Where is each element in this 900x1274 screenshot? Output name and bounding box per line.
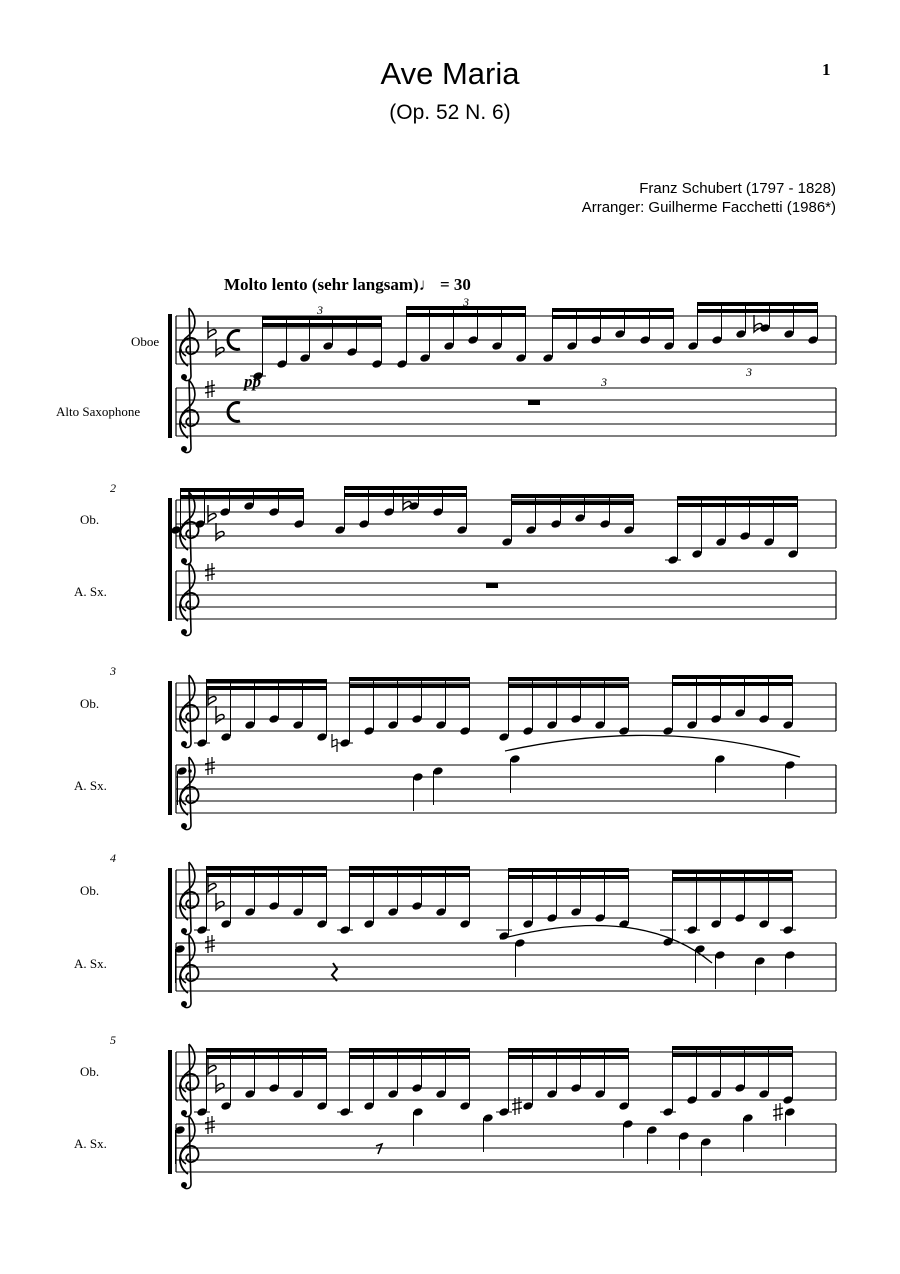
note-head bbox=[678, 1131, 689, 1141]
note-head bbox=[443, 341, 454, 351]
note-head bbox=[467, 335, 478, 345]
note-head bbox=[363, 1101, 374, 1111]
treble-clef-icon bbox=[180, 380, 199, 453]
dynamic-pianissimo: pp bbox=[244, 372, 261, 391]
sharp-icon bbox=[205, 563, 215, 581]
note-head bbox=[784, 950, 795, 960]
beam bbox=[207, 866, 327, 870]
note-head bbox=[570, 714, 581, 724]
note-head bbox=[371, 359, 382, 369]
note-head bbox=[292, 720, 303, 730]
treble-clef-icon bbox=[180, 563, 199, 636]
note-head bbox=[498, 931, 509, 941]
note-head bbox=[739, 531, 750, 541]
note-head bbox=[412, 772, 423, 782]
tuplet-label-3: 3 bbox=[601, 375, 607, 389]
beam bbox=[509, 1048, 629, 1052]
note-head bbox=[435, 907, 446, 917]
sharp-icon bbox=[205, 380, 215, 398]
note-head bbox=[220, 732, 231, 742]
note-head bbox=[542, 353, 553, 363]
beam bbox=[181, 495, 304, 499]
system-bracket bbox=[168, 681, 172, 815]
page-number: 1 bbox=[822, 60, 831, 79]
flat-icon bbox=[216, 1075, 224, 1092]
note-head bbox=[515, 353, 526, 363]
oboe-short-label-system-3: Ob. bbox=[80, 696, 100, 711]
natural-icon bbox=[332, 734, 337, 752]
beam bbox=[698, 302, 818, 306]
beam bbox=[207, 873, 327, 877]
system-bracket bbox=[168, 314, 172, 438]
beam bbox=[350, 866, 470, 870]
note-head bbox=[594, 1089, 605, 1099]
note-head bbox=[387, 720, 398, 730]
note-head bbox=[758, 1089, 769, 1099]
oboe-short-label-system-2: Ob. bbox=[80, 512, 100, 527]
beam bbox=[509, 1055, 629, 1059]
note-head bbox=[194, 519, 205, 529]
note-head bbox=[662, 726, 673, 736]
tempo-value: = 30 bbox=[439, 275, 471, 294]
note-head bbox=[758, 919, 769, 929]
note-head bbox=[387, 907, 398, 917]
beam bbox=[509, 868, 629, 872]
flat-icon bbox=[208, 688, 216, 705]
note-head bbox=[276, 359, 287, 369]
note-head bbox=[618, 1101, 629, 1111]
notes bbox=[170, 302, 818, 1176]
note-head bbox=[244, 720, 255, 730]
note-head bbox=[734, 708, 745, 718]
note-head bbox=[784, 760, 795, 770]
arranger-credit: Arranger: Guilherme Facchetti (1986*) bbox=[581, 199, 836, 216]
beam bbox=[207, 686, 327, 690]
sax-short-label-system-2: A. Sx. bbox=[74, 584, 107, 599]
beam bbox=[181, 488, 304, 492]
eighth-rest-icon bbox=[376, 1144, 382, 1154]
tuplet-label-1: 3 bbox=[317, 303, 323, 317]
note-head bbox=[322, 341, 333, 351]
note-head bbox=[570, 907, 581, 917]
flat-icon bbox=[208, 1057, 216, 1074]
note-head bbox=[687, 341, 698, 351]
treble-clef-icon bbox=[180, 492, 199, 565]
note-head bbox=[432, 507, 443, 517]
beam bbox=[512, 494, 634, 498]
note-head bbox=[299, 353, 310, 363]
note-head bbox=[622, 1119, 633, 1129]
note-head bbox=[710, 1089, 721, 1099]
note-head bbox=[346, 347, 357, 357]
beam bbox=[207, 1055, 327, 1059]
quarter-note-icon: ♩ bbox=[418, 275, 436, 294]
treble-clef-icon bbox=[180, 1044, 199, 1117]
beam bbox=[350, 1055, 470, 1059]
note-head bbox=[363, 726, 374, 736]
note-head bbox=[316, 919, 327, 929]
note-head bbox=[525, 525, 536, 535]
note-head bbox=[742, 1113, 753, 1123]
note-head bbox=[694, 944, 705, 954]
note-head bbox=[763, 537, 774, 547]
beam bbox=[553, 308, 674, 312]
note-head bbox=[782, 720, 793, 730]
note-head bbox=[396, 359, 407, 369]
note-head bbox=[758, 714, 769, 724]
flat-icon bbox=[208, 321, 216, 338]
note-head bbox=[268, 901, 279, 911]
note-head bbox=[546, 720, 557, 730]
sharp-icon bbox=[205, 1116, 215, 1134]
sharp-icon bbox=[205, 935, 215, 953]
beam bbox=[207, 1048, 327, 1052]
note-head bbox=[419, 353, 430, 363]
note-head bbox=[244, 1089, 255, 1099]
sharp-icon bbox=[773, 1103, 783, 1121]
piece-title: Ave Maria bbox=[380, 56, 520, 91]
note-head bbox=[783, 329, 794, 339]
note-head bbox=[710, 919, 721, 929]
note-head bbox=[594, 913, 605, 923]
dot bbox=[188, 769, 192, 773]
note-head bbox=[594, 720, 605, 730]
beam bbox=[698, 309, 818, 313]
oboe-short-label-system-4: Ob. bbox=[80, 883, 100, 898]
note-head bbox=[387, 1089, 398, 1099]
note-head bbox=[456, 525, 467, 535]
beam bbox=[673, 682, 793, 686]
beam bbox=[678, 496, 798, 500]
note-head bbox=[334, 525, 345, 535]
note-head bbox=[686, 720, 697, 730]
beam bbox=[673, 870, 793, 874]
note-head bbox=[566, 341, 577, 351]
sax-short-label-system-4: A. Sx. bbox=[74, 956, 107, 971]
oboe-label: Oboe bbox=[131, 334, 160, 349]
beam bbox=[673, 1046, 793, 1050]
note-head bbox=[714, 754, 725, 764]
note-head bbox=[363, 919, 374, 929]
flat-icon bbox=[216, 893, 224, 910]
note-head bbox=[570, 1083, 581, 1093]
note-head bbox=[700, 1137, 711, 1147]
note-head bbox=[754, 956, 765, 966]
flat-icon bbox=[216, 523, 224, 540]
beam bbox=[509, 875, 629, 879]
beam bbox=[673, 675, 793, 679]
note-head bbox=[501, 537, 512, 547]
note-head bbox=[522, 1101, 533, 1111]
sax-short-label-system-5: A. Sx. bbox=[74, 1136, 107, 1151]
note-head bbox=[244, 907, 255, 917]
note-head bbox=[639, 335, 650, 345]
beam bbox=[512, 501, 634, 505]
note-head bbox=[220, 1101, 231, 1111]
tempo-text: Molto lento (sehr langsam) bbox=[224, 275, 419, 294]
note-head bbox=[411, 901, 422, 911]
composer-credit: Franz Schubert (1797 - 1828) bbox=[639, 180, 836, 197]
sharp-icon bbox=[205, 757, 215, 775]
treble-clef-icon bbox=[180, 675, 199, 748]
slur bbox=[505, 735, 800, 757]
beam bbox=[553, 315, 674, 319]
quarter-rest-icon bbox=[332, 963, 337, 981]
system-bracket bbox=[168, 498, 172, 621]
oboe-short-label-system-5: Ob. bbox=[80, 1064, 100, 1079]
note-head bbox=[220, 919, 231, 929]
note-head bbox=[292, 1089, 303, 1099]
note-head bbox=[618, 726, 629, 736]
beam bbox=[207, 679, 327, 683]
tuplet-label-2: 3 bbox=[463, 295, 469, 309]
note-head bbox=[599, 519, 610, 529]
note-head bbox=[316, 1101, 327, 1111]
note-head bbox=[623, 525, 634, 535]
note-head bbox=[432, 766, 443, 776]
treble-clef-icon bbox=[180, 862, 199, 935]
note-head bbox=[293, 519, 304, 529]
note-head bbox=[482, 1113, 493, 1123]
note-head bbox=[243, 501, 254, 511]
whole-rest-icon bbox=[486, 583, 498, 588]
beam bbox=[673, 1053, 793, 1057]
beam bbox=[350, 684, 470, 688]
note-head bbox=[711, 335, 722, 345]
beam bbox=[509, 684, 629, 688]
note-head bbox=[550, 519, 561, 529]
note-head bbox=[787, 549, 798, 559]
note-head bbox=[292, 907, 303, 917]
flat-icon bbox=[216, 706, 224, 723]
note-head bbox=[784, 1107, 795, 1117]
beam bbox=[350, 1048, 470, 1052]
beam bbox=[509, 677, 629, 681]
flat-icon bbox=[208, 875, 216, 892]
note-head bbox=[219, 507, 230, 517]
note-head bbox=[735, 329, 746, 339]
treble-clef-icon bbox=[180, 308, 199, 381]
note-head bbox=[522, 726, 533, 736]
note-head bbox=[411, 714, 422, 724]
beam bbox=[350, 873, 470, 877]
sax-short-label-system-3: A. Sx. bbox=[74, 778, 107, 793]
note-head bbox=[710, 714, 721, 724]
note-head bbox=[491, 341, 502, 351]
note-head bbox=[614, 329, 625, 339]
note-head bbox=[514, 938, 525, 948]
note-head bbox=[316, 732, 327, 742]
beam bbox=[673, 877, 793, 881]
note-head bbox=[590, 335, 601, 345]
measure-number-5: 5 bbox=[110, 1033, 116, 1047]
note-head bbox=[686, 1095, 697, 1105]
beam bbox=[263, 323, 382, 327]
beam bbox=[345, 493, 467, 497]
note-head bbox=[358, 519, 369, 529]
note-head bbox=[459, 726, 470, 736]
note-head bbox=[546, 1089, 557, 1099]
system-bracket bbox=[168, 868, 172, 993]
beam bbox=[407, 313, 526, 317]
tuplet-label-4: 3 bbox=[746, 365, 752, 379]
note-head bbox=[715, 537, 726, 547]
opus-subtitle: (Op. 52 N. 6) bbox=[389, 101, 511, 124]
note-head bbox=[807, 335, 818, 345]
note-head bbox=[459, 1101, 470, 1111]
measure-number-4: 4 bbox=[110, 851, 116, 865]
note-head bbox=[734, 913, 745, 923]
beam bbox=[350, 677, 470, 681]
note-head bbox=[268, 714, 279, 724]
note-head bbox=[435, 1089, 446, 1099]
beam bbox=[345, 486, 467, 490]
note-head bbox=[663, 341, 674, 351]
note-head bbox=[646, 1125, 657, 1135]
flat-icon bbox=[208, 505, 216, 522]
note-head bbox=[714, 950, 725, 960]
whole-rest-icon bbox=[528, 400, 540, 405]
note-head bbox=[498, 732, 509, 742]
note-head bbox=[268, 507, 279, 517]
note-head bbox=[734, 1083, 745, 1093]
note-head bbox=[459, 919, 470, 929]
note-head bbox=[411, 1083, 422, 1093]
note-head bbox=[412, 1107, 423, 1117]
measure-number-2: 2 bbox=[110, 481, 116, 495]
note-head bbox=[383, 507, 394, 517]
slur bbox=[500, 926, 712, 964]
alto-sax-label: Alto Saxophone bbox=[56, 404, 141, 419]
note-head bbox=[691, 549, 702, 559]
note-head bbox=[176, 766, 187, 776]
system-bracket bbox=[168, 1050, 172, 1174]
note-head bbox=[509, 754, 520, 764]
note-head bbox=[546, 913, 557, 923]
note-head bbox=[574, 513, 585, 523]
note-head bbox=[782, 1095, 793, 1105]
note-head bbox=[268, 1083, 279, 1093]
measure-number-3: 3 bbox=[110, 664, 116, 678]
beam bbox=[678, 503, 798, 507]
note-head bbox=[435, 720, 446, 730]
flat-icon bbox=[216, 339, 224, 356]
note-head bbox=[522, 919, 533, 929]
